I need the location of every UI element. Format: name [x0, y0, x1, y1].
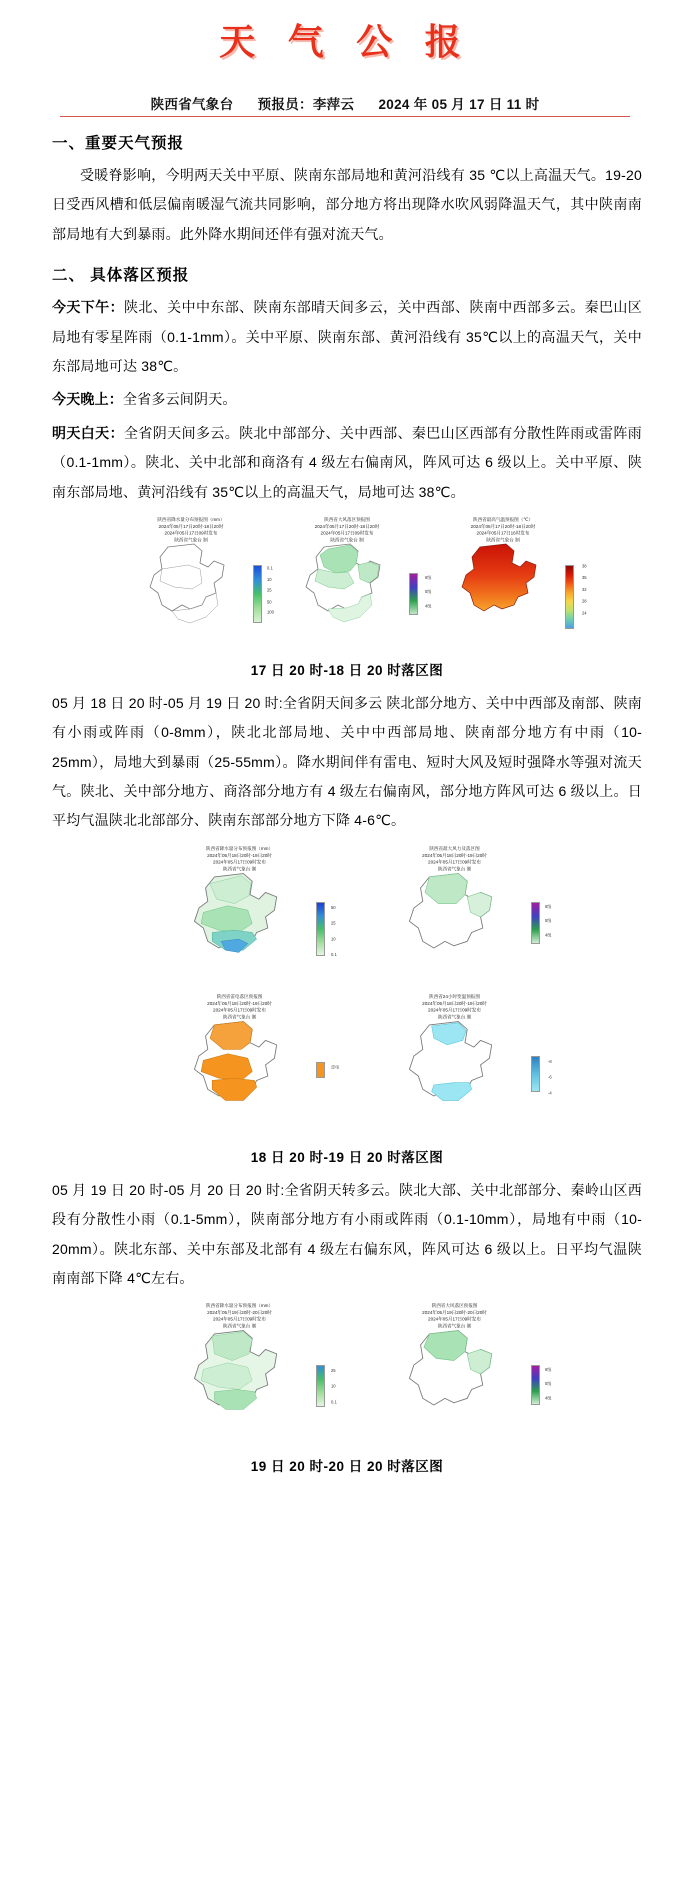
colorbar [316, 1062, 325, 1078]
colorbar [531, 1056, 540, 1092]
map-row [52, 994, 642, 1138]
byline-forecaster: 预报员：李萍云 [257, 97, 355, 112]
colorbar-labels: 38 35 32 28 24 [582, 563, 588, 616]
byline-issuer: 陕西省气象台 [150, 97, 234, 112]
byline-datetime: 2024 年 05 月 17 日 11 时 [378, 97, 540, 112]
map-max-temperature-17-18 [428, 516, 588, 651]
map-title: 陕西省大风落区预报图 2024年05月19日20时-20日20时 2024年05月17日09时发布 陕西省气象台 制 [422, 1303, 487, 1329]
map-precipitation-18-19 [152, 845, 337, 990]
colorbar-labels: 50 25 10 0.1 [330, 905, 337, 958]
figure-group-3 [52, 1303, 642, 1475]
map-graphic [428, 539, 588, 651]
map-wind-19-20 [367, 1303, 552, 1447]
map-graphic [116, 539, 274, 651]
forecast-item-label: 今天下午： [52, 299, 124, 316]
map-title: 陕西省最大风力及落区图 2024年05月18日20时-19日20时 2024年05月17日09时发布 陕西省气象台 制 [422, 845, 487, 872]
colorbar [316, 902, 325, 956]
page-title: 天 气 公 报 [219, 22, 471, 63]
forecast-item-text: 陕北、关中中东部、陕南东部晴天间多云，关中西部、陕南中西部多云。秦巴山区局地有零星阵雨（0.1-1mm）。关中平原、陕南东部、黄河沿线有 35℃以上的高温天气，关中东部局地可达 38℃。 [52, 299, 643, 374]
map-max-wind-18-19 [367, 845, 552, 990]
forecast-item-text: 全省多云间阴天。 [123, 391, 237, 408]
byline-rule [60, 93, 630, 117]
figure-caption-3: 19 日 20 时-20 日 20 时落区图 [250, 1459, 444, 1475]
map-thunder-18-19 [152, 993, 339, 1138]
colorbar-labels: 0.1 10 25 50 100 [266, 565, 274, 616]
map-title: 陕西省降水量分布预报图（mm） 2024年05月18日20时-19日20时 2024年05月17日09时发布 陕西省气象台 制 [205, 845, 274, 872]
colorbar [531, 902, 540, 944]
map-precipitation-17-18 [116, 516, 274, 651]
map-title: 陕西省大风落区预报图 2024年05月17日20时-18日20时 2024年05月17日09时发布 陕西省气象台 制 [314, 516, 380, 543]
forecast-item-label: 今天晚上： [52, 391, 123, 408]
map-graphic [272, 539, 432, 651]
map-wind-17-18 [272, 516, 432, 651]
forecast-block-18-19: 05 月 18 日 20 时-05 月 19 日 20 时:全省阴天间多云 陕北部分地方、关中中西部及南部、陕南有小雨或阵雨（0-8mm），陕北北部局地、关中中西部局地、陕南部分地方有中雨（10-25mm），局地大到暴雨（25-55mm）。降水期间伴有雷电、短时大风及短时强降水等强对流天气。陕北、关中部分地方、商洛部分地方有 4 级左右偏南风，部分地方阵风可达 6 级以上。日平均气温陕北北部部分、陕南东部部分地方下降 4-6℃。 [52, 694, 642, 829]
colorbar [565, 565, 574, 629]
map-temp-change-18-19 [367, 993, 552, 1138]
map-graphic [367, 868, 552, 990]
figure-group-2 [52, 846, 642, 1166]
map-title: 陕西省24小时变温预报图 2024年05月18日20时-19日20时 2024年05月17日09时发布 陕西省气象台 制 [422, 993, 487, 1020]
colorbar [531, 1365, 540, 1405]
map-graphic [367, 1016, 552, 1138]
colorbar [316, 1365, 325, 1407]
map-row [52, 1303, 642, 1447]
section-heading-2: 二、 具体落区预报 [52, 267, 190, 285]
map-title: 陕西省降水量分布预报图（mm） 2024年05月19日20时-20日20时 2024年05月17日09时发布 陕西省气象台 制 [205, 1303, 274, 1329]
colorbar-labels: 25 10 0.1 [330, 1368, 337, 1406]
figure-caption-2: 18 日 20 时-19 日 20 时落区图 [250, 1149, 444, 1165]
figure-group-1 [52, 517, 642, 679]
section-heading-1: 一、重要天气预报 [52, 135, 185, 152]
document-body [52, 131, 642, 1475]
byline [60, 93, 630, 113]
forecast-item-text: 全省阴天间多云。陕北中部部分、关中西部、秦巴山区西部有分散性阵雨或雷阵雨（0.1-1mm）。陕北、关中北部和商洛有 4 级左右偏南风，阵风可达 6 级以上。关中平原、陕南东部局地、黄河沿线有 35℃以上的高温天气，局地可达 38℃。 [52, 424, 643, 500]
map-title: 陕西省降水量分布预报图（mm） 2024年05月17日20时-18日20时 2024年05月17日09时发布 陕西省气象台 制 [157, 516, 225, 543]
colorbar-labels: 6级 5级 4级 [425, 574, 432, 609]
forecast-item-tonight [52, 385, 642, 414]
colorbar-labels: 雷电 [330, 1064, 339, 1070]
forecast-block-19-20: 05 月 19 日 20 时-05 月 20 日 20 时:全省阴天转多云。陕北大部、关中北部部分、秦岭山区西段有分散性小雨（0.1-5mm），陕南部分地方有小雨或阵雨（0.1-10mm），局地有中雨（10-20mm）。陕北东部、关中东部及北部有 4 级左右偏东风，阵风可达 6 级以上。日平均气温陕南南部下降 4℃左右。 [52, 1181, 642, 1287]
map-row [52, 846, 642, 990]
map-graphic [152, 1325, 337, 1447]
map-title: 陕西省雷电落区预报图 2024年05月18日20时-19日20时 2024年05月17日09时发布 陕西省气象台 制 [207, 993, 272, 1020]
figure-caption-1: 17 日 20 时-18 日 20 时落区图 [250, 662, 444, 678]
forecast-item-tomorrow-day [52, 419, 642, 507]
map-row [52, 517, 642, 651]
map-graphic [367, 1325, 552, 1447]
map-graphic [152, 1016, 339, 1138]
forecast-item-today-afternoon [52, 293, 642, 381]
colorbar-labels: -8 -6 -4 [548, 1059, 552, 1096]
section-1-paragraph: 受暖脊影响，今明两天关中平原、陕南东部局地和黄河沿线有 35 ℃以上高温天气。19-20 日受西风槽和低层偏南暖湿气流共同影响，部分地方将出现降水吹风弱降温天气，其中陕南南部局地有大到暴雨。此外降水期间还伴有强对流天气。 [52, 167, 642, 242]
map-graphic [152, 868, 337, 990]
colorbar [253, 565, 262, 623]
map-precipitation-19-20 [152, 1303, 337, 1447]
map-title: 陕西省最高气温预报图（℃） 2024年05月17日20时-18日20时 2024年05月17日16时发布 陕西省气象台 制 [470, 516, 536, 543]
colorbar-labels: 6级 5级 4级 [545, 903, 552, 938]
colorbar-labels: 6级 5级 4级 [545, 1367, 552, 1402]
colorbar [409, 573, 418, 615]
forecast-item-label: 明天白天： [52, 424, 124, 441]
